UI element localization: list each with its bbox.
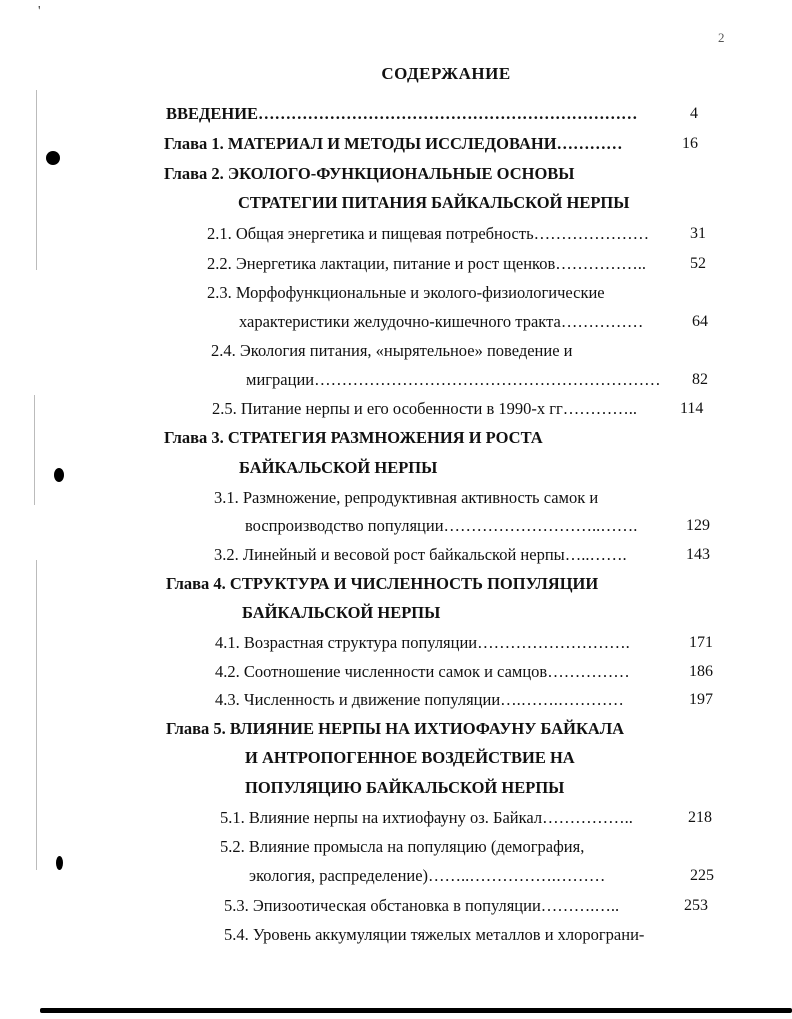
toc-entry-5-4: 5.4. Уровень аккумуляции тяжелых металлов и хлорограни- [224,925,645,944]
toc-page-number: 114 [680,400,704,417]
toc-entry-2-2: 2.2. Энергетика лактации, питание и рост щенков…………….. [207,254,646,273]
toc-entry-chapter-4: Глава 4. СТРУКТУРА И ЧИСЛЕННОСТЬ ПОПУЛЯЦИИ [166,574,599,593]
toc-entry-chapter-3: Глава 3. СТРАТЕГИЯ РАЗМНОЖЕНИЯ И РОСТА [164,428,543,447]
page-number: 2 [718,30,725,45]
toc-page-number: 82 [692,371,708,388]
toc-entry-chapter-5-cont-2: ПОПУЛЯЦИЮ БАЙКАЛЬСКОЙ НЕРПЫ [245,778,565,797]
toc-page-number: 186 [689,663,713,680]
binding-hole-mark [46,151,60,165]
toc-entry-chapter-2-cont: СТРАТЕГИИ ПИТАНИЯ БАЙКАЛЬСКОЙ НЕРПЫ [238,193,630,212]
toc-entry-chapter-5-cont-1: И АНТРОПОГЕННОЕ ВОЗДЕЙСТВИЕ НА [245,748,575,767]
toc-page-number: 143 [686,546,710,563]
toc-entry-4-2: 4.2. Соотношение численности самок и самцов…………… [215,662,630,681]
binding-hole-mark [56,856,63,870]
toc-entry-introduction: ВВЕДЕНИЕ…………………………………………………………… [166,104,638,123]
margin-line [36,560,37,870]
toc-page-number: 197 [689,691,713,708]
margin-line [36,90,37,270]
toc-entry-chapter-3-cont: БАЙКАЛЬСКОЙ НЕРПЫ [239,458,438,477]
toc-entry-2-4: 2.4. Экология питания, «нырятельное» поведение и [211,341,573,360]
toc-entry-2-5: 2.5. Питание нерпы и его особенности в 1990-х гг………….. [212,399,638,418]
scan-artifact-mark: ' [38,4,41,19]
toc-entry-5-2-cont: экология, распределение)……..…………….……… [249,866,606,885]
toc-page-number: 52 [690,255,706,272]
toc-entry-5-2: 5.2. Влияние промысла на популяцию (демография, [220,837,585,856]
margin-line [34,395,35,505]
toc-page-number: 171 [689,634,713,651]
toc-entry-2-1: 2.1. Общая энергетика и пищевая потребность………………… [207,224,650,243]
toc-entry-3-2: 3.2. Линейный и весовой рост байкальской нерпы…..……. [214,545,627,564]
toc-title: СОДЕРЖАНИЕ [381,64,511,83]
toc-entry-4-1: 4.1. Возрастная структура популяции………………………. [215,633,630,652]
toc-entry-2-3: 2.3. Морфофункциональные и эколого-физиологические [207,283,605,302]
toc-entry-2-4-cont: миграции……………………………………………………… [246,370,661,389]
toc-page-number: 129 [686,517,710,534]
toc-entry-5-1: 5.1. Влияние нерпы на ихтиофауну оз. Байкал…………….. [220,808,633,827]
toc-page-number: 64 [692,313,708,330]
bottom-scan-bar [40,1008,792,1013]
toc-entry-5-3: 5.3. Эпизоотическая обстановка в популяции……….….. [224,896,620,915]
toc-page-number: 253 [684,897,708,914]
toc-entry-chapter-1: Глава 1. МАТЕРИАЛ И МЕТОДЫ ИССЛЕДОВАНИ………… [164,134,623,153]
toc-entry-4-3: 4.3. Численность и движение популяции….…….………… [215,690,624,709]
toc-entry-3-1-cont: воспроизводство популяции………………………..……. [245,516,638,535]
toc-entry-3-1: 3.1. Размножение, репродуктивная активность самок и [214,488,599,507]
toc-page-number: 4 [690,105,698,122]
toc-page-number: 31 [690,225,706,242]
toc-entry-chapter-5: Глава 5. ВЛИЯНИЕ НЕРПЫ НА ИХТИОФАУНУ БАЙКАЛА [166,719,625,738]
toc-entry-2-3-cont: характеристики желудочно-кишечного тракта…………… [239,312,644,331]
toc-page-number: 16 [682,135,698,152]
toc-page-number: 218 [688,809,712,826]
binding-hole-mark [54,468,64,482]
toc-entry-chapter-2: Глава 2. ЭКОЛОГО-ФУНКЦИОНАЛЬНЫЕ ОСНОВЫ [164,164,575,183]
toc-page-number: 225 [690,867,714,884]
toc-entry-chapter-4-cont: БАЙКАЛЬСКОЙ НЕРПЫ [242,603,441,622]
